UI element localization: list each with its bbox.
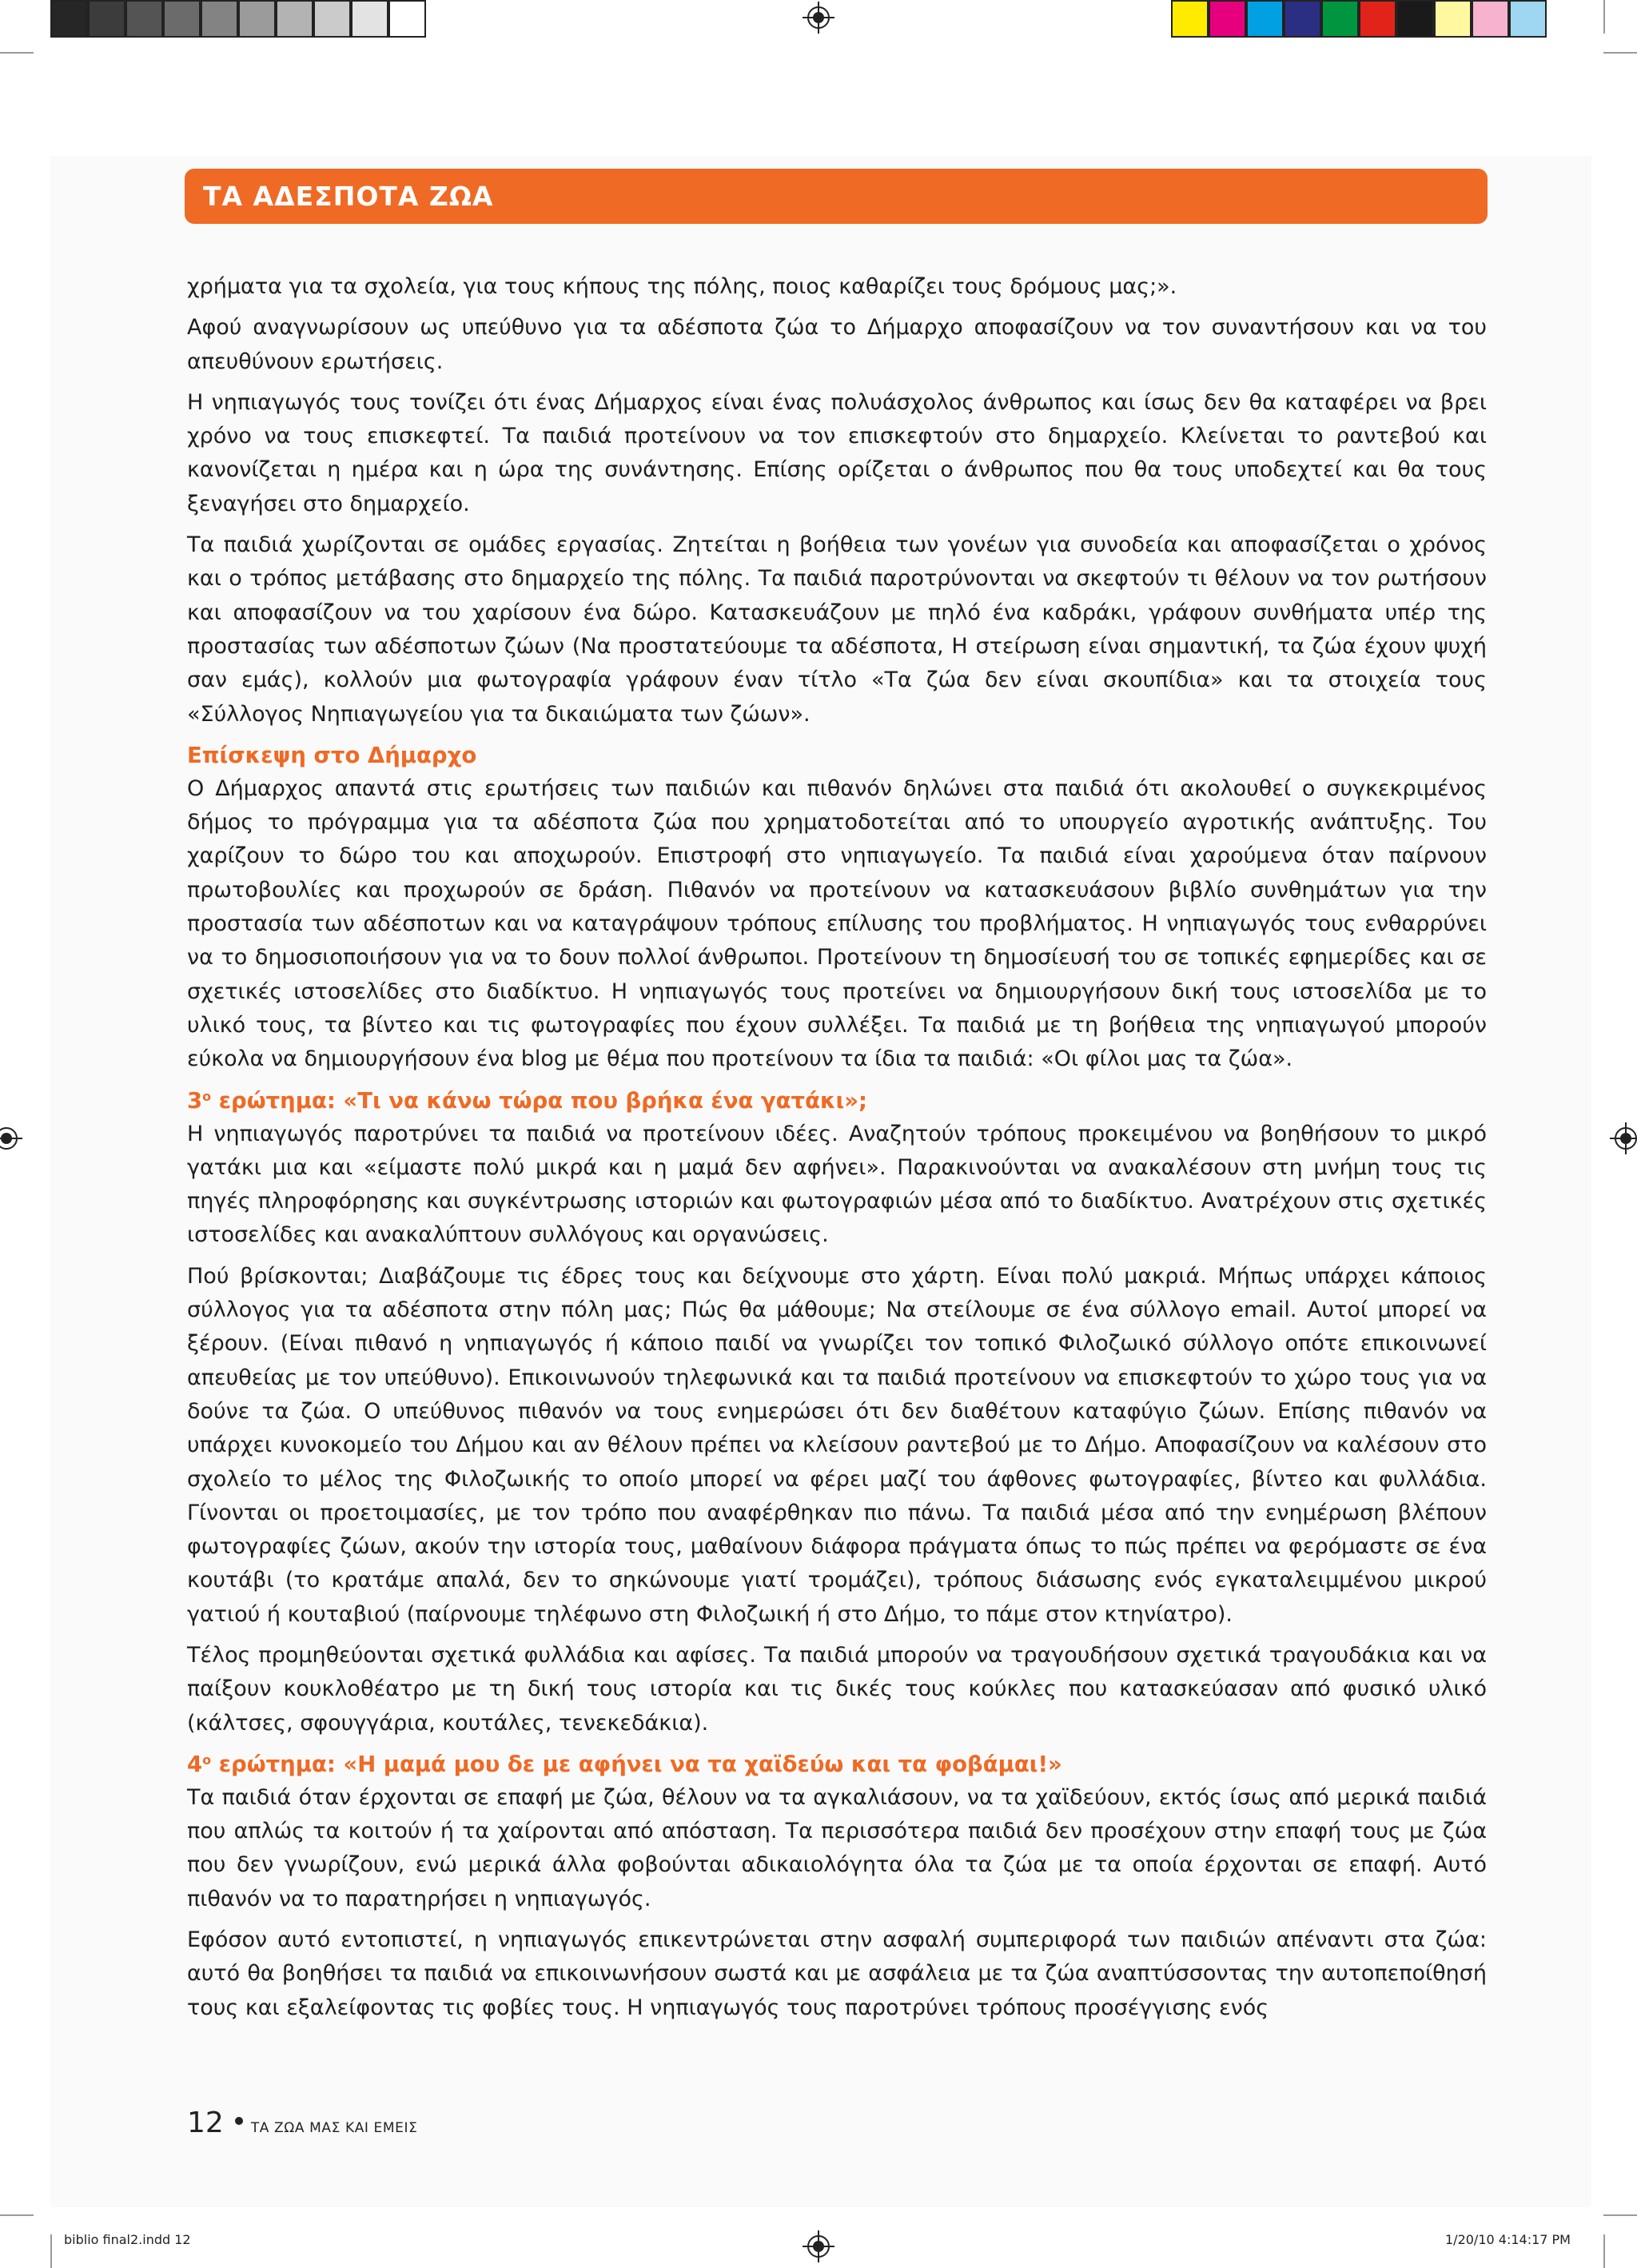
subheading-question-3 xyxy=(187,1084,1487,1118)
question-number: 4 xyxy=(187,1751,203,1777)
crop-mark xyxy=(0,52,34,54)
paragraph: Τα παιδιά χωρίζονται σε ομάδες εργασίας. Ζητείται η βοήθεια των γονέων για συνοδεία και αποφασίζεται ο χρόνος και ο τρόπος μετάβασης στο δημαρχείο της πόλης. Τα παιδιά παροτρύνονται να σκεφτούν τι θέλουν να τον ρωτήσουν και αποφασίζουν να του χαρίσουν ένα δώρο. Κατασκευάζουν με πηλό ένα καδράκι, γράφουν συνθήματα υπέρ της προστασίας των αδέσποτων ζώων (Να προστατεύουμε τα αδέσποτα, Η στείρωση είναι σημαντική, τα ζώα έχουν ψυχή σαν εμάς), κολλούν μια φωτογραφία γράφουν έναν τίτλο «Τα ζώα δεν είναι σκουπίδια» και τα στοιχεία τους «Σύλλογος Νηπιαγωγείου για τα δικαιώματα των ζώων». xyxy=(187,532,1487,727)
paragraph: χρήματα για τα σχολεία, για τους κήπους της πόλης, ποιος καθαρίζει τους δρόμους μας;». xyxy=(187,274,1177,299)
color-swatch xyxy=(50,0,88,38)
page-footer xyxy=(187,2103,417,2148)
question-text: ερώτημα: «Η μαμά μου δε με αφήνει να τα χαϊδεύω και τα φοβάμαι!» xyxy=(211,1751,1062,1777)
registration-mark-left xyxy=(0,1122,22,1154)
color-swatch xyxy=(1396,0,1434,38)
subheading-question-4 xyxy=(187,1748,1487,1781)
crop-mark xyxy=(1603,2214,1637,2216)
crop-mark xyxy=(50,2234,52,2268)
section-title: ΤΑ ΑΔΕΣΠΟΤΑ ΖΩΑ xyxy=(203,181,494,212)
paragraph: Εφόσον αυτό εντοπιστεί, η νηπιαγωγός επικεντρώνεται στην ασφαλή συμπεριφορά των παιδιών απέναντι στα ζώα: αυτό θα βοηθήσει τα παιδιά να επικοινωνήσουν σωστά και με ασφάλεια με τα ζώα αναπτύσσοντας την αυτοπεποίθησή τους και εξαλείφοντας τις φοβίες τους. Η νηπιαγωγός τους παροτρύνει τρόπους προσέγγισης ενός xyxy=(187,1927,1487,2020)
color-swatch xyxy=(1209,0,1246,38)
paragraph: Ο Δήμαρχος απαντά στις ερωτήσεις των παιδιών και πιθανόν δηλώνει στα παιδιά ότι ακολουθεί ο συγκεκριμένος δήμος το πρόγραμμα για τα αδέσποτα ζώα που χρηματοδοτείται από το υπουργείο αγροτικής ανάπτυξης. Του χαρίζουν το δώρο του και αποχωρούν. Επιστροφή στο νηπιαγωγείο. Τα παιδιά είναι χαρούμενα όταν παίρνουν πρωτοβουλίες και προχωρούν σε δράση. Πιθανόν να προτείνουν να κατασκευάσουν βιβλίο συνθημάτων για την προστασία των αδέσποτων και να καταγράψουν τρόπους επίλυσης του προβλήματος. Η νηπιαγωγός τους ενθαρρύνει να το δημοσιοποιήσουν για να το δουν πολλοί άνθρωποι. Προτείνουν τη δημοσίευσή του σε τοπικές εφημερίδες και σε σχετικές ιστοσελίδες στο διαδίκτυο. Η νηπιαγωγός τους προτείνει να δημιουργήσουν δική τους ιστοσελίδα με το υλικό τους, τα βίντεο και τις φωτογραφίες που έχουν συλλέξει. Τα παιδιά με τη βοήθεια της νηπιαγωγού μπορούν εύκολα να δημιουργήσουν ένα blog με θέμα που προτείνουν τα ίδια τα παιδιά: «Οι φίλοι μας τα ζώα». xyxy=(187,775,1487,1072)
registration-mark-right xyxy=(1610,1122,1637,1154)
slug-filename: biblio final2.indd 12 xyxy=(64,2232,191,2247)
registration-mark-bottom xyxy=(803,2230,834,2262)
slug-timestamp: 1/20/10 4:14:17 PM xyxy=(1445,2232,1571,2247)
color-swatch xyxy=(1472,0,1509,38)
color-swatch-strip xyxy=(1171,0,1547,38)
color-swatch xyxy=(1359,0,1396,38)
ordinal-superscript: ο xyxy=(202,1088,212,1104)
color-swatch xyxy=(163,0,201,38)
paragraph: Η νηπιαγωγός παροτρύνει τα παιδιά να προτείνουν ιδέες. Αναζητούν τρόπους προκειμένου να βοηθήσουν το μικρό γατάκι μια και «είμαστε πολύ μικρά και η μαμά δεν αφήνει». Παρακινούνται να ανακαλέσουν στη μνήμη τους τις πηγές πληροφόρησης και συγκέντρωσης ιστοριών και φωτογραφιών μέσα από το διαδίκτυο. Ανατρέχουν στις σχετικές ιστοσελίδες και ανακαλύπτουν συλλόγους και οργανώσεις. xyxy=(187,1121,1487,1248)
color-swatch xyxy=(125,0,163,38)
color-swatch xyxy=(1246,0,1284,38)
crop-mark xyxy=(0,2214,34,2216)
color-swatch xyxy=(351,0,388,38)
color-swatch xyxy=(88,0,125,38)
paragraph: Αφού αναγνωρίσουν ως υπεύθυνο για τα αδέσποτα ζώα το Δήμαρχο αποφασίζουν να τον συναντήσουν και να του απευθύνουν ερωτήσεις. xyxy=(187,315,1487,374)
question-number: 3 xyxy=(187,1087,203,1114)
color-swatch xyxy=(1171,0,1209,38)
color-swatch xyxy=(1321,0,1359,38)
book-title: ΤΑ ΖΩΑ ΜΑΣ ΚΑΙ ΕΜΕΙΣ xyxy=(250,2120,418,2136)
ordinal-superscript: ο xyxy=(202,1752,212,1768)
color-swatch xyxy=(313,0,351,38)
color-swatch xyxy=(1284,0,1321,38)
bullet-dot-icon xyxy=(235,2117,243,2125)
paragraph: Η νηπιαγωγός τους τονίζει ότι ένας Δήμαρχος είναι ένας πολυάσχολος άνθρωπος και ίσως δεν θα καταφέρει να βρει χρόνο να τους επισκεφτεί. Τα παιδιά προτείνουν να τον επισκεφτούν στο δημαρχείο. Κλείνεται το ραντεβού και κανονίζεται η ημέρα και η ώρα της συνάντησης. Επίσης ορίζεται ο άνθρωπος που θα τους υποδεχτεί και θα τους ξεναγήσει στο δημαρχείο. xyxy=(187,389,1487,516)
question-text: ερώτημα: «Τι να κάνω τώρα που βρήκα ένα γατάκι»; xyxy=(211,1087,868,1114)
crop-mark xyxy=(1603,2234,1605,2268)
article-body xyxy=(187,270,1487,2032)
color-swatch xyxy=(1434,0,1472,38)
paragraph: Τέλος προμηθεύονται σχετικά φυλλάδια και αφίσες. Τα παιδιά μπορούν να τραγουδήσουν σχετικά τραγουδάκια και να παίξουν κουκλοθέατρο με τη δική τους ιστορία και τις δικές τους κούκλες που κατασκεύασαν από φυσικό υλικό (κάλτσες, σφουγγάρια, κουτάλες, τενεκεδάκια). xyxy=(187,1642,1487,1736)
color-swatch xyxy=(388,0,426,38)
subheading-visit-mayor: Επίσκεψη στο Δήμαρχο xyxy=(187,742,477,768)
paragraph: Τα παιδιά όταν έρχονται σε επαφή με ζώα, θέλουν να τα αγκαλιάσουν, να τα χαϊδεύουν, εκτός ίσως από μερικά παιδιά που απλώς τα κοιτούν ή τα χαίρονται από απόσταση. Τα περισσότερα παιδιά δεν προσέχουν στην επαφή τους με ζώα που δεν γνωρίζουν, ενώ μερικά άλλα φοβούνται αδικαιολόγητα όλα τα ζώα με τα οποία έρχονται σε επαφή. Αυτό πιθανόν να το παρατηρήσει η νηπιαγωγός. xyxy=(187,1784,1487,1911)
color-swatch xyxy=(201,0,238,38)
color-swatch xyxy=(276,0,313,38)
grayscale-swatch-strip xyxy=(50,0,426,38)
color-swatch xyxy=(238,0,276,38)
paragraph: Πού βρίσκονται; Διαβάζουμε τις έδρες τους και δείχνουμε στο χάρτη. Είναι πολύ μακριά. Μήπως υπάρχει κάποιος σύλλογος για τα αδέσποτα στην πόλη μας; Πώς θα μάθουμε; Να στείλουμε σε ένα σύλλογο email. Αυτοί μπορεί να ξέρουν. (Είναι πιθανό η νηπιαγωγός ή κάποιο παιδί να γνωρίζει τον τοπικό Φιλοζωικό σύλλογο οπότε επικοινωνεί απευθείας με τον υπεύθυνο). Επικοινωνούν τηλεφωνικά και τα παιδιά προτείνουν να επισκεφτούν το χώρο τους για να δούνε τα ζώα. Ο υπεύθυνος πιθανόν να τους ενημερώσει ότι δεν διαθέτουν καταφύγιο ζώων. Επίσης πιθανόν να υπάρχει κυνοκομείο του Δήμου και αν θέλουν πρέπει να κλείσουν ραντεβού με το Δήμο. Αποφασίζουν να καλέσουν στο σχολείο το μέλος της Φιλοζωικής το οποίο μπορεί να φέρει μαζί του άφθονες φωτογραφίες, βίντεο και φυλλάδια. Γίνονται οι προετοιμασίες, με τον τρόπο που αναφέρθηκαν πιο πάνω. Τα παιδιά μέσα από την ενημέρωση βλέπουν φωτογραφίες ζώων, ακούν την ιστορία τους, μαθαίνουν διάφορα πράγματα όπως το πώς πρέπει να φερόμαστε σε ένα κουτάβι (το κρατάμε απαλά, δεν το σηκώνουμε γιατί τρομάζει), τρόπους διάσωσης ενός εγκαταλειμμένου μικρού γατιού ή κουταβιού (παίρνουμε τηλέφωνο στη Φιλοζωική ή στο Δήμο, το πάμε στον κτηνίατρο). xyxy=(187,1263,1487,1627)
page-number: 12 xyxy=(187,2107,224,2139)
crop-mark xyxy=(1603,52,1637,54)
section-header-bar xyxy=(185,169,1488,224)
registration-mark-top xyxy=(803,2,834,34)
crop-mark xyxy=(1603,0,1605,34)
color-swatch xyxy=(1509,0,1547,38)
